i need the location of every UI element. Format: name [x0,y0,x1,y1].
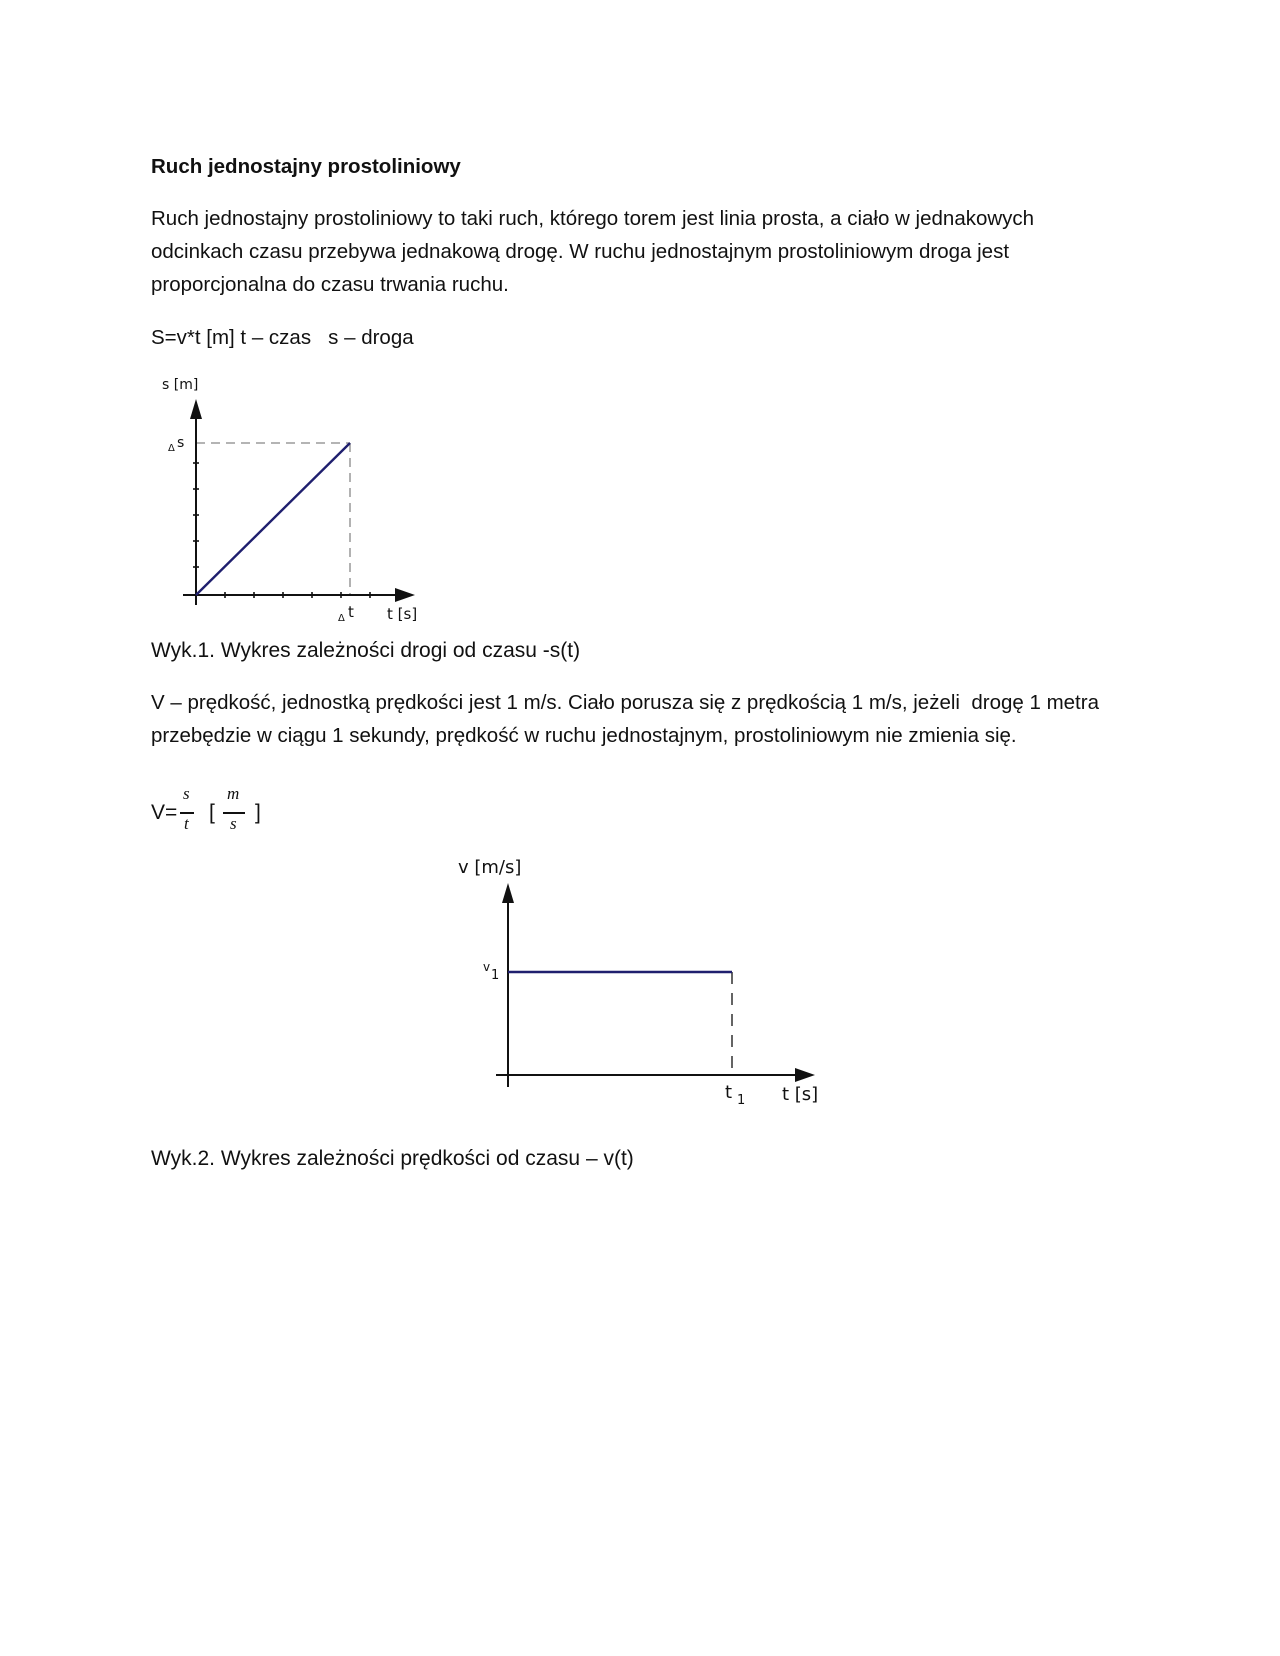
velocity-time-chart [450,855,830,1115]
paragraph-line: przebędzie w ciągu 1 sekundy, prędkość w ruchu jednostajnym, prostoliniowym nie zmienia się. [151,724,1017,747]
y-marker-label: s [177,435,185,451]
chart2-caption: Wyk.2. Wykres zależności prędkości od czasu – v(t) [151,1147,634,1170]
y-axis-arrow [190,399,202,419]
page-title: Ruch jednostajny prostoliniowy [151,155,461,178]
unit-denominator: s [230,814,237,833]
distance-formula: S=v*t [m] t – czas s – droga [151,326,414,349]
formula-denominator: t [184,814,189,833]
paragraph-definition [151,202,1111,301]
velocity-formula [151,784,291,842]
paragraph-velocity [151,686,1131,752]
y-axis-label: s [m] [162,377,199,393]
x-marker-label: t [348,603,354,621]
x-marker-subscript: 1 [737,1093,746,1108]
paragraph-line: Ruch jednostajny prostoliniowy to taki ruch, którego torem jest linia prosta, a ciało w jednakowych [151,207,1035,230]
x-marker-label: t [725,1082,733,1103]
x-axis-arrow [395,588,415,602]
y-marker-delta: Δ [168,443,175,454]
y-axis-label: v [m/s] [458,857,522,878]
formula-numerator: s [183,784,190,803]
chart1-caption: Wyk.1. Wykres zależności drogi od czasu -s(t) [151,639,581,662]
distance-time-chart [150,375,440,630]
x-axis-label: t [s] [387,605,418,623]
paragraph-line: V – prędkość, jednostką prędkości jest 1 m/s. Ciało porusza się z prędkością 1 m/s, jeżeli drogę 1 metra [151,691,1099,714]
unit-numerator: m [227,784,240,803]
formula-prefix: V= [151,801,178,824]
x-marker-delta: Δ [338,613,345,624]
x-axis-arrow [795,1068,815,1082]
bracket-open: [ [209,801,215,824]
y-axis-arrow [502,883,514,903]
y-marker-subscript: 1 [491,968,500,983]
bracket-close: ] [255,801,261,824]
y-marker-label: v [483,960,491,974]
distance-line [196,443,350,595]
x-axis-label: t [s] [782,1084,819,1105]
paragraph-line: proporcjonalna do czasu trwania ruchu. [151,273,509,296]
paragraph-line: odcinkach czasu przebywa jednakową drogę. W ruchu jednostajnym prostoliniowym droga jest [151,240,1010,263]
